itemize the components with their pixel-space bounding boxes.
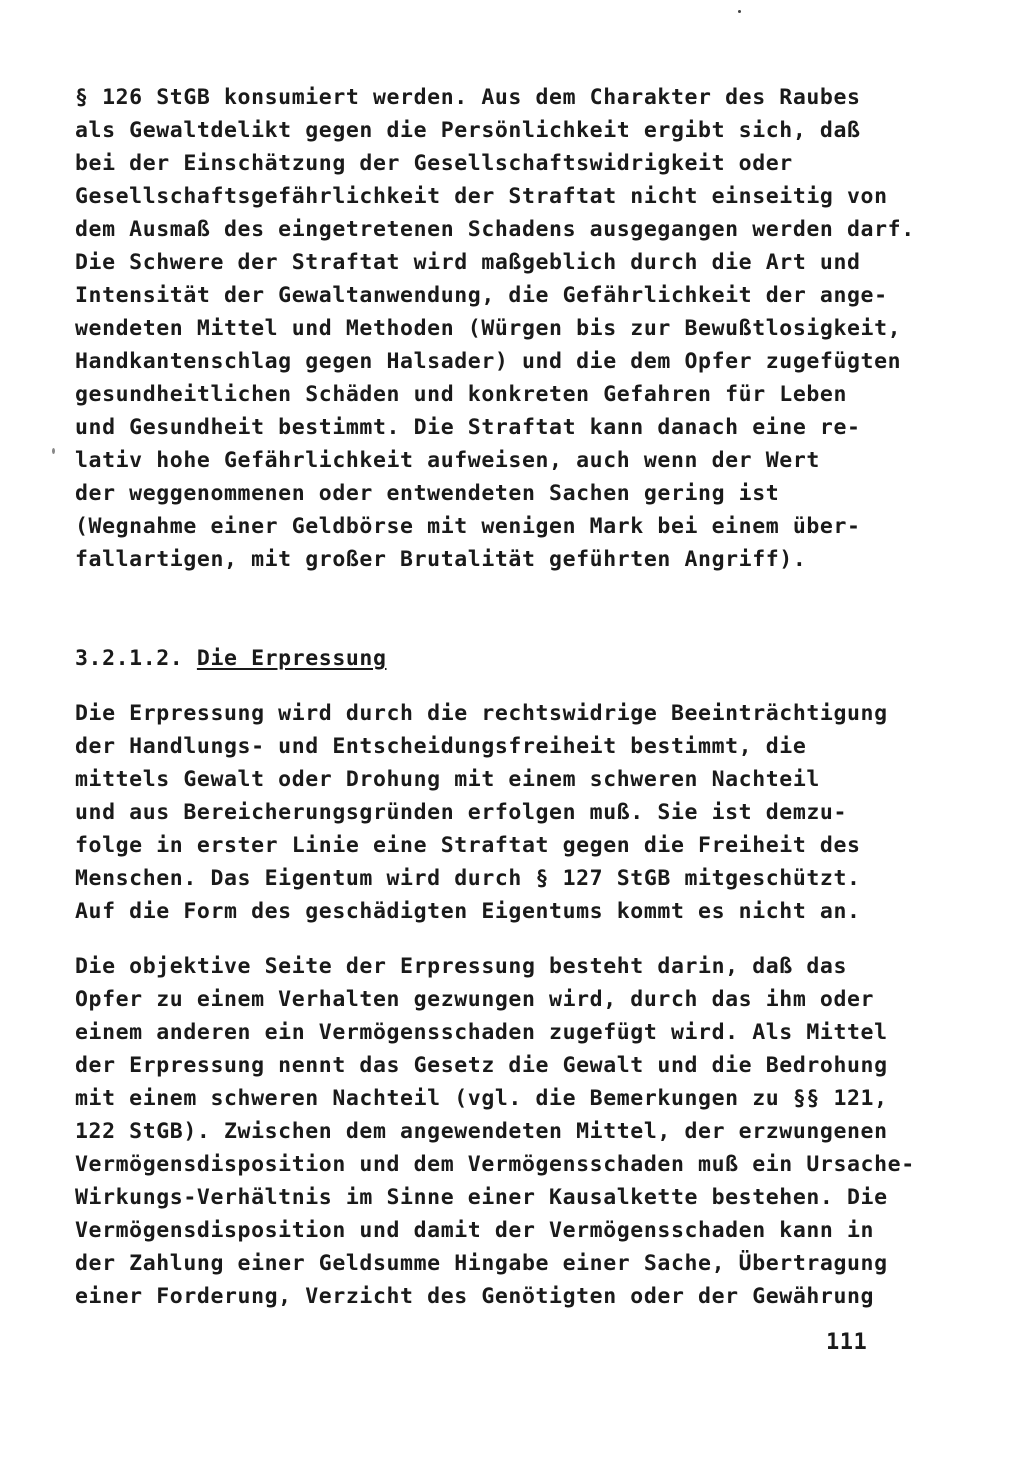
text-line: wendeten Mittel und Methoden (Würgen bis zur Bewußtlosigkeit, [75, 316, 902, 341]
text-line: der weggenommenen oder entwendeten Sachen gering ist [75, 481, 780, 506]
text-line: der Erpressung nennt das Gesetz die Gewalt und die Bedrohung [75, 1053, 888, 1078]
paragraph-objektive-seite [75, 950, 935, 1313]
text-line: gesundheitlichen Schäden und konkreten Gefahren für Leben [75, 382, 848, 407]
text-line: bei der Einschätzung der Gesellschaftswidrigkeit oder [75, 151, 793, 176]
text-line: fallartigen, mit großer Brutalität geführten Angriff). [75, 547, 807, 572]
text-line: mittels Gewalt oder Drohung mit einem schweren Nachteil [75, 767, 820, 792]
text-line: Gesellschaftsgefährlichkeit der Straftat nicht einseitig von [75, 184, 888, 209]
text-line: einem anderen ein Vermögensschaden zugefügt wird. Als Mittel [75, 1020, 888, 1045]
text-line: der Handlungs- und Entscheidungsfreiheit bestimmt, die [75, 734, 807, 759]
text-line: lativ hohe Gefährlichkeit aufweisen, auch wenn der Wert [75, 448, 820, 473]
text-line: Die Schwere der Straftat wird maßgeblich durch die Art und [75, 250, 861, 275]
text-line: Handkantenschlag gegen Halsader) und die dem Opfer zugefügten [75, 349, 902, 374]
text-line: 122 StGB). Zwischen dem angewendeten Mittel, der erzwungenen [75, 1119, 888, 1144]
text-line: und aus Bereicherungsgründen erfolgen muß. Sie ist demzu- [75, 800, 848, 825]
text-line: der Zahlung einer Geldsumme Hingabe einer Sache, Übertragung [75, 1251, 888, 1276]
paragraph-erpressung-definition [75, 697, 935, 928]
text-line: (Wegnahme einer Geldbörse mit wenigen Mark bei einem über- [75, 514, 861, 539]
section-number: 3.2.1.2. [75, 646, 184, 671]
text-line: einer Forderung, Verzicht des Genötigten oder der Gewährung [75, 1284, 875, 1309]
page-number: 111 [826, 1330, 868, 1355]
text-line: dem Ausmaß des eingetretenen Schadens ausgegangen werden darf. [75, 217, 915, 242]
text-line: Auf die Form des geschädigten Eigentums kommt es nicht an. [75, 899, 861, 924]
text-line: Die Erpressung wird durch die rechtswidrige Beeinträchtigung [75, 701, 888, 726]
text-line: Die objektive Seite der Erpressung besteht darin, daß das [75, 954, 848, 979]
text-line: Opfer zu einem Verhalten gezwungen wird, durch das ihm oder [75, 987, 875, 1012]
text-line: mit einem schweren Nachteil (vgl. die Bemerkungen zu §§ 121, [75, 1086, 888, 1111]
text-line: Vermögensdisposition und damit der Vermögensschaden kann in [75, 1218, 875, 1243]
text-line: als Gewaltdelikt gegen die Persönlichkeit ergibt sich, daß [75, 118, 861, 143]
section-heading [75, 642, 387, 675]
section-title: Die Erpressung [196, 646, 387, 671]
scan-speck [52, 448, 55, 454]
text-line: Menschen. Das Eigentum wird durch § 127 StGB mitgeschützt. [75, 866, 861, 891]
paragraph-raub-gefaehrlichkeit [75, 81, 935, 576]
text-line: Intensität der Gewaltanwendung, die Gefährlichkeit der ange- [75, 283, 888, 308]
text-line: § 126 StGB konsumiert werden. Aus dem Charakter des Raubes [75, 85, 861, 110]
text-line: und Gesundheit bestimmt. Die Straftat kann danach eine re- [75, 415, 861, 440]
text-line: folge in erster Linie eine Straftat gegen die Freiheit des [75, 833, 861, 858]
text-line: Vermögensdisposition und dem Vermögensschaden muß ein Ursache- [75, 1152, 915, 1177]
text-line: Wirkungs-Verhältnis im Sinne einer Kausalkette bestehen. Die [75, 1185, 888, 1210]
scan-speck [738, 10, 741, 13]
